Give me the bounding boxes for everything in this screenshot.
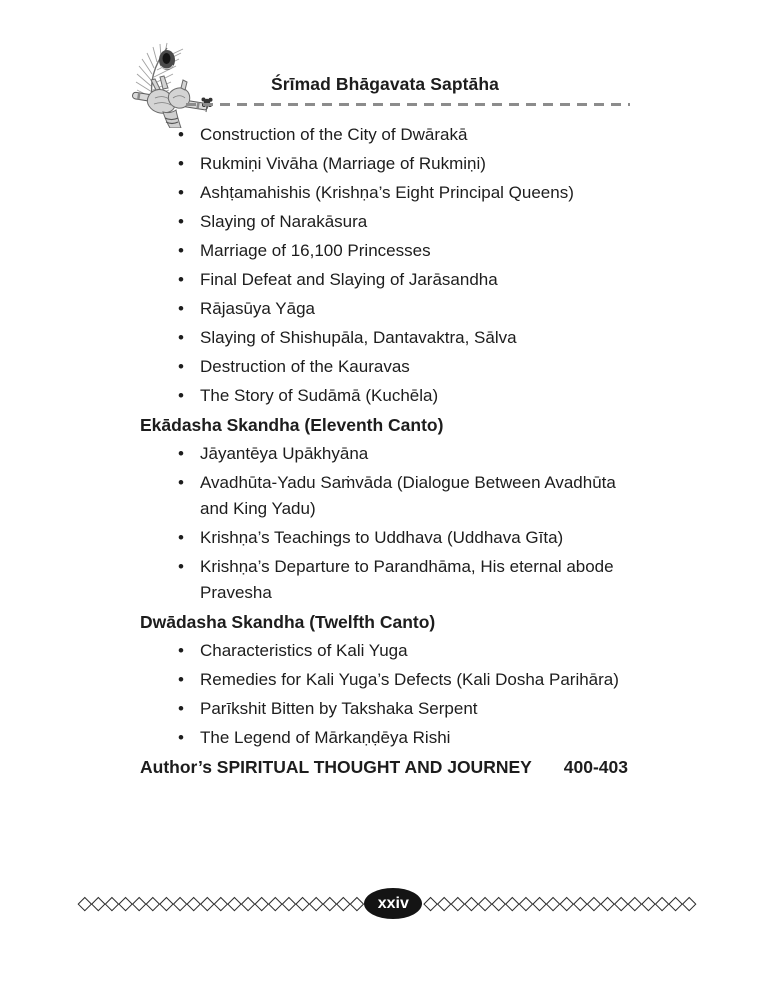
canto-heading: Ekādasha Skandha (Eleventh Canto) xyxy=(140,415,444,435)
toc-item xyxy=(140,325,630,351)
toc-item xyxy=(140,441,630,467)
toc-list xyxy=(140,122,630,751)
bullet-icon: • xyxy=(178,241,184,260)
toc-item-label: Rukmiṇi Vivāha (Marriage of Rukmiṇi) xyxy=(200,154,486,173)
author-entry-pages: 400-403 xyxy=(563,757,628,777)
bullet-icon: • xyxy=(178,670,184,689)
dashed-divider xyxy=(186,103,630,106)
toc-item xyxy=(140,554,630,606)
page-content xyxy=(140,0,630,780)
page-title: Śrīmad Bhāgavata Saptāha xyxy=(270,74,500,94)
toc-item xyxy=(140,267,630,293)
toc-author-entry xyxy=(140,754,628,780)
bullet-icon: • xyxy=(178,183,184,202)
bullet-icon: • xyxy=(178,444,184,463)
toc-item xyxy=(140,525,630,551)
bullet-icon: • xyxy=(178,328,184,347)
bullet-icon: • xyxy=(178,125,184,144)
diamond-ornament-left: ◇◇◇◇◇◇◇◇◇◇◇◇◇◇◇◇◇◇◇◇◇ xyxy=(77,892,364,914)
bullet-icon: • xyxy=(178,528,184,547)
toc-item-label: The Story of Sudāmā (Kuchēla) xyxy=(200,386,439,405)
page-footer xyxy=(0,888,773,919)
toc-item-label: Jāyantēya Upākhyāna xyxy=(200,444,369,463)
bullet-icon: • xyxy=(178,557,184,576)
bullet-icon: • xyxy=(178,154,184,173)
toc-item-label: Krishṇa’s Departure to Parandhāma, His eternal abode Pravesha xyxy=(200,557,614,602)
toc-item-label: Parīkshit Bitten by Takshaka Serpent xyxy=(200,699,478,718)
bullet-icon: • xyxy=(178,473,184,492)
toc-item-label: Krishṇa’s Teachings to Uddhava (Uddhava Gīta) xyxy=(200,528,564,547)
toc-item-label: The Legend of Mārkaṇḍēya Rishi xyxy=(200,728,451,747)
author-entry-label: Author’s SPIRITUAL THOUGHT AND JOURNEY xyxy=(140,757,532,777)
toc-item-label: Slaying of Shishupāla, Dantavaktra, Sālva xyxy=(200,328,517,347)
toc-item xyxy=(140,122,630,148)
diamond-ornament-right: ◇◇◇◇◇◇◇◇◇◇◇◇◇◇◇◇◇◇◇◇ xyxy=(423,892,696,914)
toc-item xyxy=(140,725,630,751)
bullet-icon: • xyxy=(178,699,184,718)
bullet-icon: • xyxy=(178,270,184,289)
toc-item-label: Ashṭamahishis (Krishṇa’s Eight Principal Queens) xyxy=(200,183,574,202)
toc-item xyxy=(140,354,630,380)
toc-item xyxy=(140,667,630,693)
toc-item-label: Slaying of Narakāsura xyxy=(200,212,368,231)
toc-item xyxy=(140,638,630,664)
bullet-icon: • xyxy=(178,386,184,405)
toc-item xyxy=(140,238,630,264)
bullet-icon: • xyxy=(178,212,184,231)
toc-item-label: Avadhūta-Yadu Saṁvāda (Dialogue Between Avadhūta and King Yadu) xyxy=(200,473,616,518)
canto-heading: Dwādasha Skandha (Twelfth Canto) xyxy=(140,612,436,632)
bullet-icon: • xyxy=(178,357,184,376)
toc-item xyxy=(140,696,630,722)
toc-item-label: Rājasūya Yāga xyxy=(200,299,315,318)
bullet-icon: • xyxy=(178,641,184,660)
toc-item xyxy=(140,180,630,206)
toc-item xyxy=(140,209,630,235)
toc-item-label: Construction of the City of Dwārakā xyxy=(200,125,468,144)
toc-item xyxy=(140,296,630,322)
toc-item-label: Destruction of the Kauravas xyxy=(200,357,410,376)
bullet-icon: • xyxy=(178,728,184,747)
toc-item xyxy=(140,151,630,177)
bullet-icon: • xyxy=(178,299,184,318)
toc-item xyxy=(140,470,630,522)
toc-item-label: Characteristics of Kali Yuga xyxy=(200,641,408,660)
page-number-badge: xxiv xyxy=(364,888,422,919)
toc-item xyxy=(140,383,630,409)
toc-item-label: Remedies for Kali Yuga’s Defects (Kali Dosha Parihāra) xyxy=(200,670,619,689)
toc-item-label: Marriage of 16,100 Princesses xyxy=(200,241,431,260)
toc-item-label: Final Defeat and Slaying of Jarāsandha xyxy=(200,270,498,289)
